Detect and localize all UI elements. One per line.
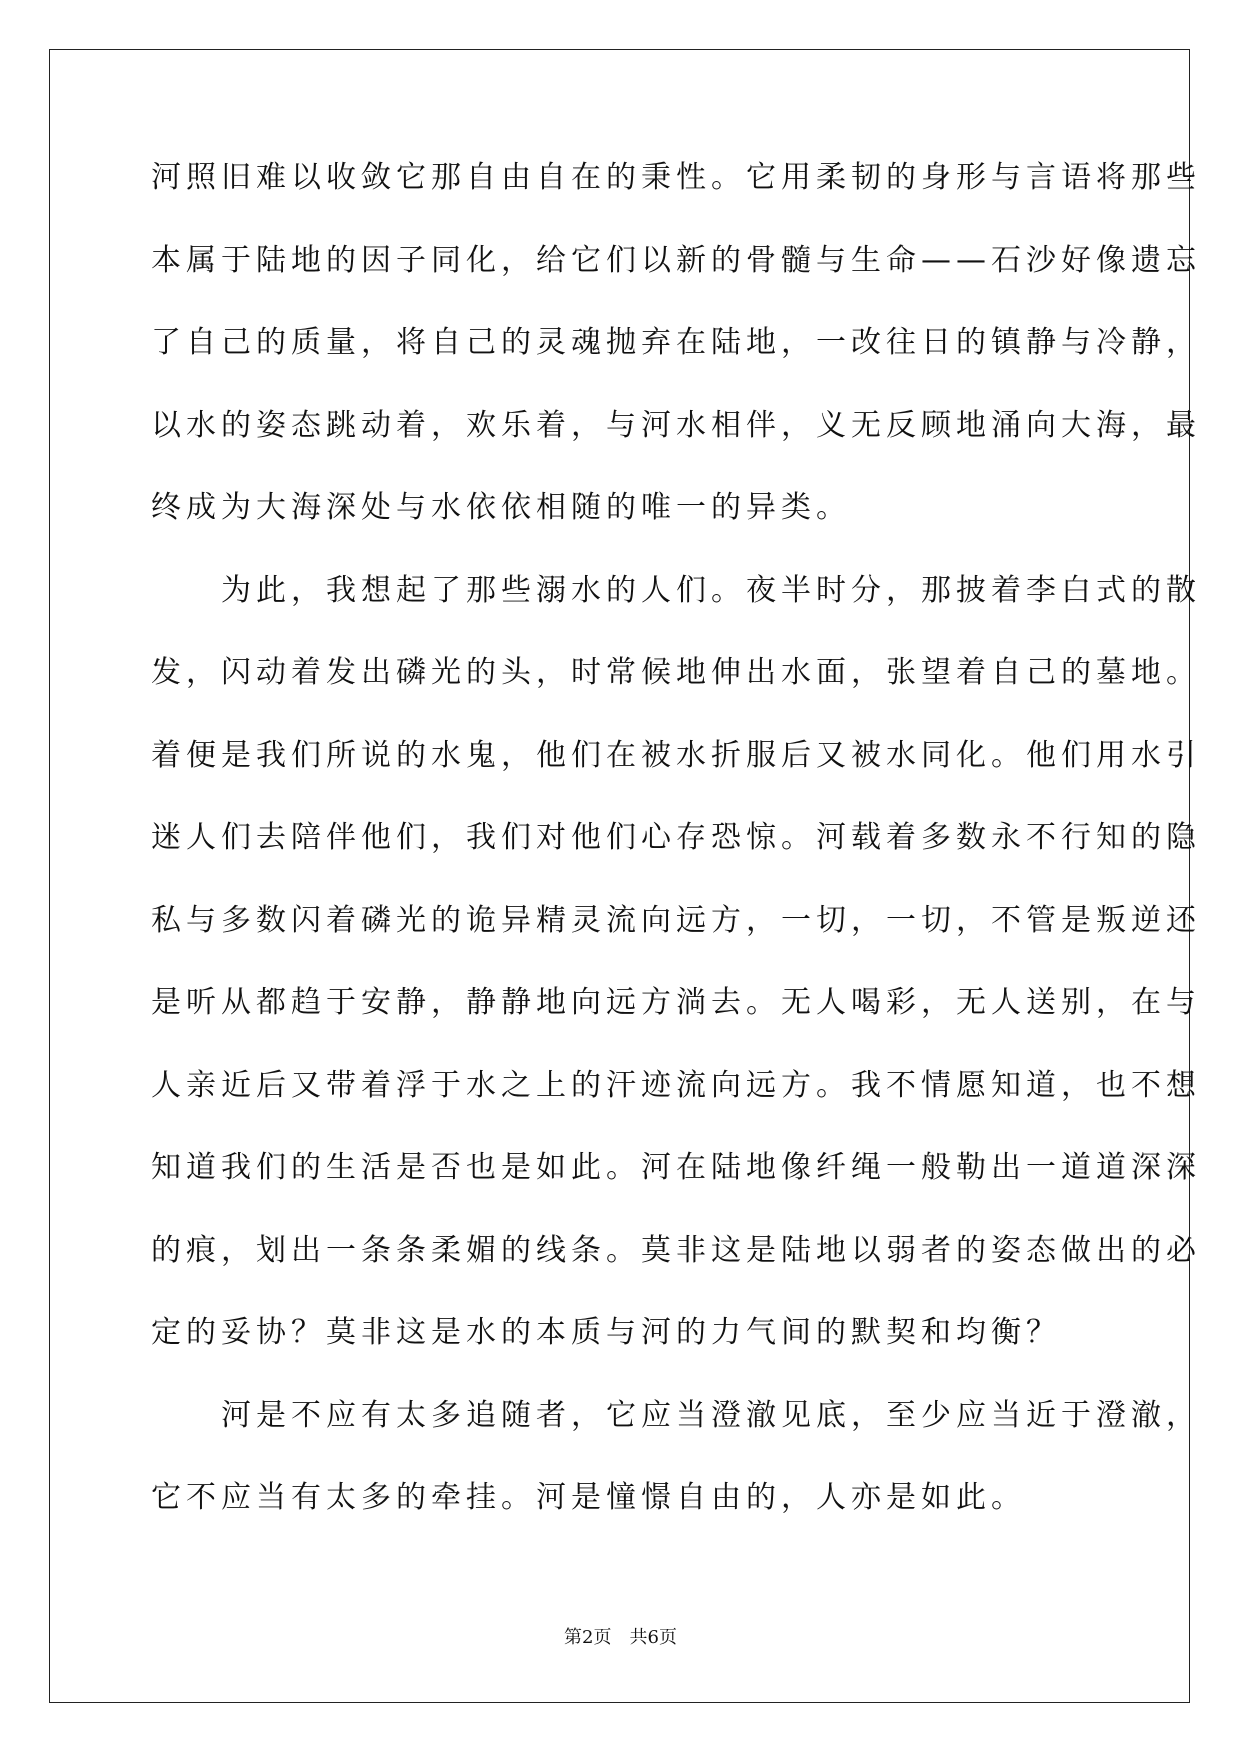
text-line: 河是不应有太多追随者，它应当澄澈见底，至少应当近于澄澈， xyxy=(151,1397,1201,1433)
text-line: 人亲近后又带着浮于水之上的汗迹流向远方。我不情愿知道，也不想 xyxy=(151,1067,1201,1103)
text-line: 为此，我想起了那些溺水的人们。夜半时分，那披着李白式的散 xyxy=(151,572,1201,608)
paragraph-1 xyxy=(151,158,1201,571)
text-line: 河照旧难以收敛它那自由自在的秉性。它用柔韧的身形与言语将那些 xyxy=(151,160,1201,195)
paragraph-2 xyxy=(151,571,1201,1396)
text-line: 发，闪动着发出磷光的头，时常候地伸出水面，张望着自己的墓地。 xyxy=(151,655,1201,690)
page-number-label: 第2页 共6页 xyxy=(564,1627,677,1648)
text-line: 的痕，划出一条条柔媚的线条。莫非这是陆地以弱者的姿态做出的必 xyxy=(151,1232,1201,1268)
page-footer xyxy=(0,1626,1241,1650)
text-line: 迷人们去陪伴他们，我们对他们心存恐惊。河载着多数永不行知的隐 xyxy=(151,820,1201,855)
text-line: 终成为大海深处与水依依相随的唯一的异类。 xyxy=(151,490,851,525)
text-line: 定的妥协？莫非这是水的本质与河的力气间的默契和均衡？ xyxy=(151,1315,1061,1350)
text-line: 着便是我们所说的水鬼，他们在被水折服后又被水同化。他们用水引 xyxy=(151,737,1201,773)
document-body xyxy=(151,158,1201,1561)
text-line: 本属于陆地的因子同化，给它们以新的骨髓与生命——石沙好像遗忘 xyxy=(151,242,1201,278)
text-line: 私与多数闪着磷光的诡异精灵流向远方，一切，一切，不管是叛逆还 xyxy=(151,902,1201,938)
text-line: 它不应当有太多的牵挂。河是憧憬自由的，人亦是如此。 xyxy=(151,1480,1026,1515)
text-line: 了自己的质量，将自己的灵魂抛弃在陆地，一改往日的镇静与冷静， xyxy=(151,325,1201,360)
text-line: 知道我们的生活是否也是如此。河在陆地像纤绳一般勒出一道道深深 xyxy=(151,1150,1201,1185)
text-line: 以水的姿态跳动着，欢乐着，与河水相伴，义无反顾地涌向大海，最 xyxy=(151,407,1201,443)
paragraph-3 xyxy=(151,1396,1201,1561)
text-line: 是听从都趋于安静，静静地向远方淌去。无人喝彩，无人送别，在与 xyxy=(151,985,1201,1020)
